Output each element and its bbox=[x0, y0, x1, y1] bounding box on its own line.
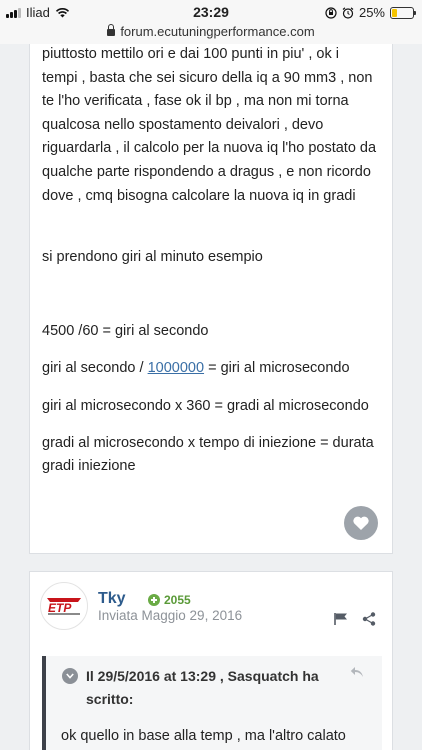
avatar[interactable] bbox=[40, 582, 88, 630]
post-line: qualcosa nello spostamento deivalori , devo bbox=[42, 116, 324, 133]
quote-text: ok quello in base alla temp , ma l'altro calato bbox=[61, 728, 346, 744]
reply-arrow-icon[interactable] bbox=[350, 666, 364, 678]
status-bar bbox=[0, 0, 422, 24]
quote-citation: Il 29/5/2016 at 13:29 , Sasquatch ha scritto: bbox=[86, 668, 319, 707]
post-line: riguardarla , il calcolo per la nuova iq l'ho postato da bbox=[42, 140, 377, 157]
battery-icon bbox=[390, 7, 414, 19]
post-line: dove , cmq bisogna calcolare la nuova iq in gradi bbox=[42, 187, 356, 204]
reputation-count: 2055 bbox=[164, 593, 191, 607]
post-line: te l'ho verificata , fase ok il bp , ma non mi torna bbox=[42, 93, 349, 110]
post-line: tempi , basta che sei sicuro della iq a 90 mm3 , non bbox=[42, 69, 373, 86]
chevron-down-icon bbox=[66, 673, 74, 679]
example-intro: si prendono giri al minuto esempio bbox=[42, 249, 263, 265]
flag-icon[interactable] bbox=[334, 613, 348, 625]
number-link[interactable]: 1000000 bbox=[147, 360, 205, 376]
alarm-icon bbox=[342, 7, 354, 19]
carrier-name: Iliad bbox=[26, 5, 50, 20]
url-domain: forum.ecutuningperformance.com bbox=[120, 24, 315, 39]
formula-line: gradi al microsecondo x tempo di iniezione = durata bbox=[42, 435, 374, 451]
quote-toggle[interactable] bbox=[62, 668, 78, 684]
author-name[interactable]: Tky bbox=[98, 590, 126, 607]
etp-logo bbox=[45, 595, 83, 617]
orientation-lock-icon bbox=[325, 7, 337, 19]
formula-line: giri al secondo / 1000000 = giri al microsecondo bbox=[42, 360, 350, 376]
post-date[interactable]: Inviata Maggio 29, 2016 bbox=[98, 608, 243, 623]
post-line: piuttosto mettilo ori e dai 100 punti in piu' , ok i bbox=[42, 46, 339, 62]
url-bar[interactable] bbox=[0, 24, 422, 44]
post-card bbox=[29, 571, 393, 750]
formula-line: giri al microsecondo x 360 = gradi al microsecondo bbox=[42, 398, 369, 414]
battery-percent: 25% bbox=[358, 5, 385, 20]
status-right bbox=[325, 5, 414, 20]
lock-icon bbox=[107, 29, 115, 36]
quote-block bbox=[42, 656, 382, 750]
svg-text:ETP: ETP bbox=[48, 601, 72, 615]
share-icon[interactable] bbox=[362, 612, 376, 626]
reputation-badge bbox=[148, 593, 191, 607]
post-card bbox=[29, 44, 393, 554]
formula-line: 4500 /60 = giri al secondo bbox=[42, 323, 209, 339]
status-time: 23:29 bbox=[193, 4, 229, 20]
post-line: qualche parte rispondendo a dragus , e non ricordo bbox=[42, 164, 371, 180]
heart-icon bbox=[352, 515, 370, 531]
formula-line: gradi iniezione bbox=[42, 458, 136, 474]
plus-circle-icon bbox=[148, 594, 160, 606]
like-button[interactable] bbox=[344, 506, 378, 540]
